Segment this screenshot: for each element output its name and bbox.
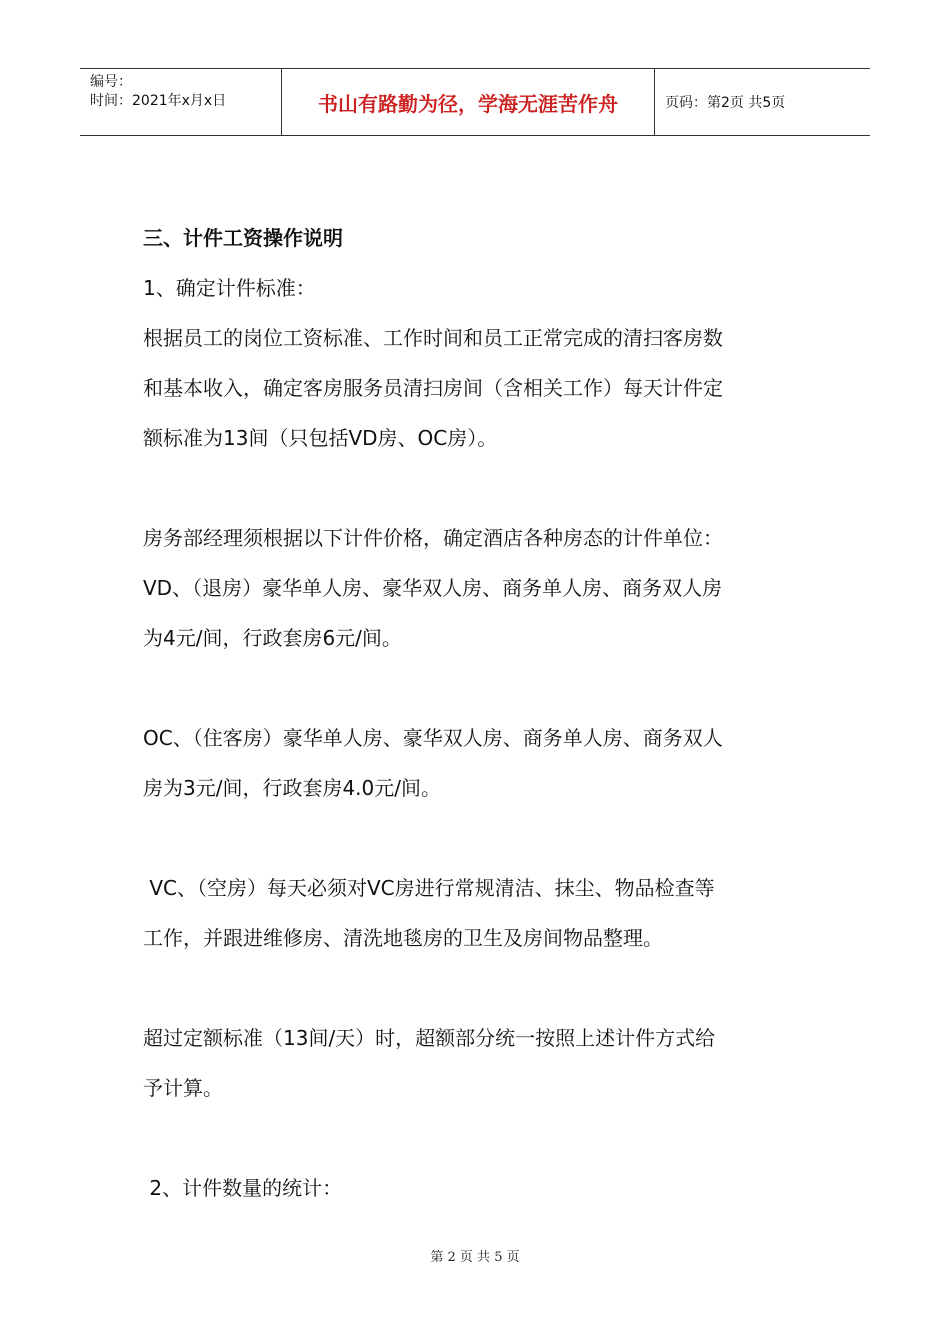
paragraph-line: 房为3元/间，行政套房4.0元/间。: [143, 776, 442, 800]
document-body: [143, 213, 813, 1213]
spacer: [143, 813, 813, 863]
section-heading: 三、计件工资操作说明: [143, 226, 343, 250]
paragraph-line: 超过定额标准（13间/天）时，超额部分统一按照上述计件方式给: [143, 1026, 716, 1050]
paragraph-line: VD、（退房）豪华单人房、豪华双人房、商务单人房、商务双人房: [143, 576, 723, 600]
spacer: [143, 963, 813, 1013]
item2-title: 2、计件数量的统计：: [143, 1176, 343, 1200]
paragraph-line: 根据员工的岗位工资标准、工作时间和员工正常完成的清扫客房数: [143, 326, 723, 350]
paragraph-line: 工作，并跟进维修房、清洗地毯房的卫生及房间物品整理。: [143, 926, 663, 950]
spacer: [143, 1113, 813, 1163]
document-header: [80, 68, 870, 136]
paragraph-line: OC、（住客房）豪华单人房、豪华双人房、商务单人房、商务双人: [143, 726, 723, 750]
header-page-info: 页码：第2页 共5页: [665, 95, 786, 111]
paragraph-line: 予计算。: [143, 1076, 223, 1100]
paragraph-line: 为4元/间，行政套房6元/间。: [143, 626, 402, 650]
paragraph-line: 房务部经理须根据以下计件价格，确定酒店各种房态的计件单位：: [143, 526, 723, 550]
paragraph-line: 和基本收入，确定客房服务员清扫房间（含相关工作）每天计件定: [143, 376, 723, 400]
time-label: 时间：2021年x月x日: [90, 93, 227, 109]
paragraph-line: VC、（空房）每天必须对VC房进行常规清洁、抹尘、物品检查等: [143, 876, 715, 900]
item1-title: 1、确定计件标准：: [143, 276, 316, 300]
spacer: [143, 663, 813, 713]
spacer: [143, 463, 813, 513]
paragraph-line: 额标准为13间（只包括VD房、OC房）。: [143, 426, 498, 450]
page-footer: 第 2 页 共 5 页: [430, 1250, 520, 1265]
header-motto: 书山有路勤为径，学海无涯苦作舟: [281, 69, 655, 135]
serial-label: 编号：: [90, 74, 132, 90]
header-meta: [80, 69, 281, 135]
